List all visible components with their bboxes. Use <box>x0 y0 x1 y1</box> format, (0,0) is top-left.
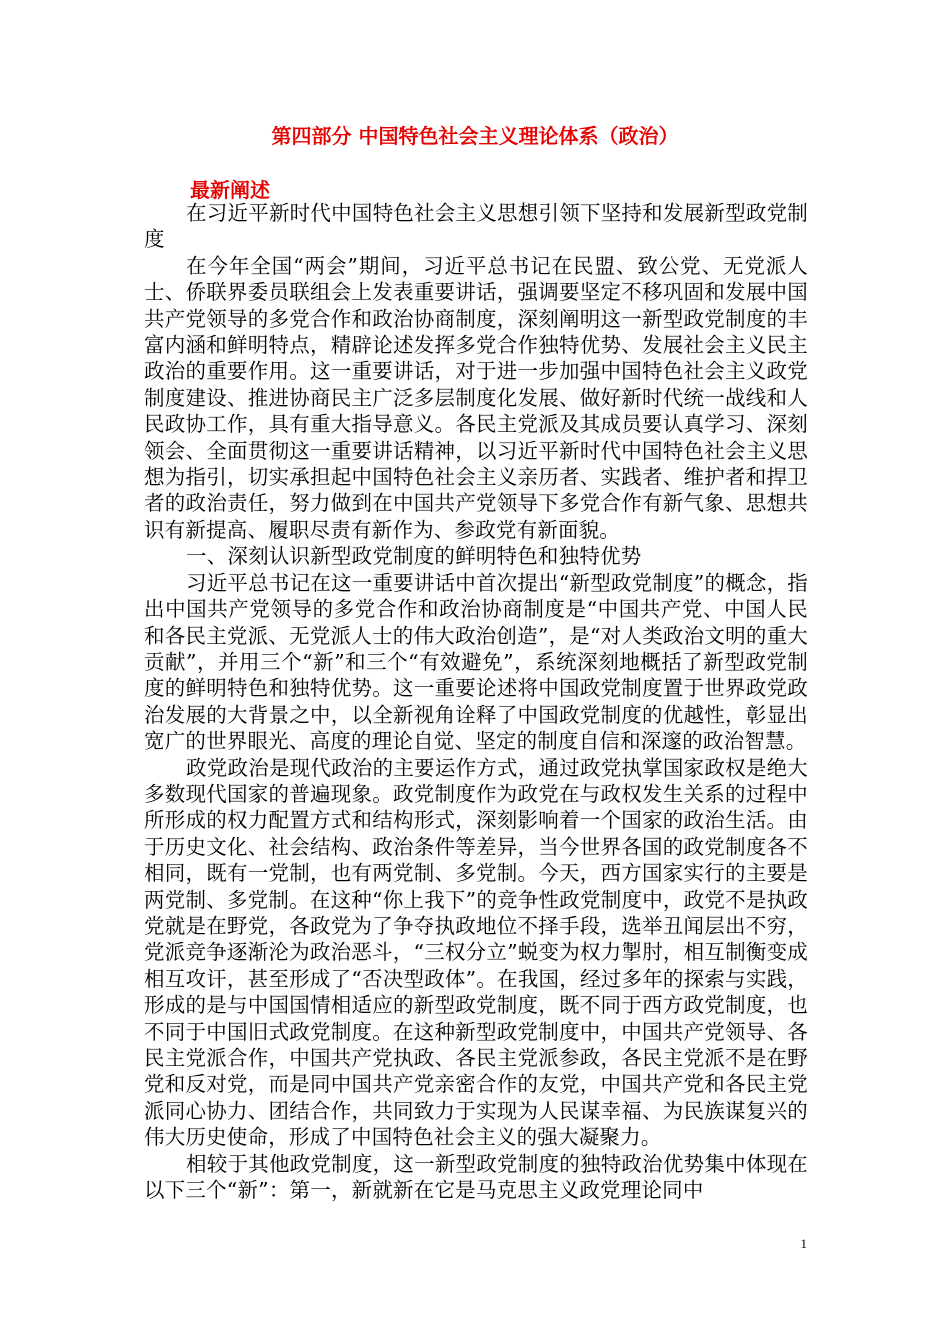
paragraph-three-new: 相较于其他政党制度，这一新型政党制度的独特政治优势集中体现在以下三个“新”：第一，新就新在它是马克思主义政党理论同中 <box>144 1151 808 1203</box>
paragraph-section-one-heading: 一、深刻认识新型政党制度的鲜明特色和独特优势 <box>186 544 642 569</box>
paragraph-subtitle: 在习近平新时代中国特色社会主义思想引领下坚持和发展新型政党制度 <box>144 201 808 252</box>
paragraph-new-party-system: 习近平总书记在这一重要讲话中首次提出“新型政党制度”的概念，指出中国共产党领导的多党合作和政治协商制度是“中国共产党、中国人民和各民主党派、无党派人士的伟大政治创造”，是“对人类政治文明的重大贡献”，并用三个“新”和三个“有效避免”，系统深刻地概括了新型政党制度的鲜明特色和独特优势。这一重要论述将中国政党制度置于世界政党政治发展的大背景之中，以全新视角诠释了中国政党制度的优越性，彰显出宽广的世界眼光、高度的理论自觉、坚定的制度自信和深邃的政治智慧。 <box>144 570 808 754</box>
page-title: 第四部分 中国特色社会主义理论体系（政治） <box>271 124 679 148</box>
page-number: 1 <box>800 1236 807 1251</box>
paragraph-intro: 在今年全国“两会”期间，习近平总书记在民盟、致公党、无党派人士、侨联界委员联组会上发表重要讲话，强调要坚定不移巩固和发展中国共产党领导的多党合作和政治协商制度，深刻阐明这一新型政党制度的丰富内涵和鲜明特点，精辟论述发挥多党合作独特优势、发展社会主义民主政治的重要作用。这一重要讲话，对于进一步加强中国特色社会主义政党制度建设、推进协商民主广泛多层制度化发展、做好新时代统一战线和人民政协工作，具有重大指导意义。各民主党派及其成员要认真学习、深刻领会、全面贯彻这一重要讲话精神，以习近平新时代中国特色社会主义思想为指引，切实承担起中国特色社会主义亲历者、实践者、维护者和捍卫者的政治责任，努力做到在中国共产党领导下多党合作有新气象、思想共识有新提高、履职尽责有新作为、参政党有新面貌。 <box>144 253 808 542</box>
paragraph-party-politics: 政党政治是现代政治的主要运作方式，通过政党执掌国家政权是绝大多数现代国家的普遍现象。政党制度作为政党在与政权发生关系的过程中所形成的权力配置方式和结构形式，深刻影响着一个国家的政治生活。由于历史文化、社会结构、政治条件等差异，当今世界各国的政党制度各不相同，既有一党制，也有两党制、多党制。今天，西方国家实行的主要是两党制、多党制。在这种“你上我下”的竞争性政党制度中，政党不是执政党就是在野党，各政党为了争夺执政地位不择手段，选举丑闻层出不穷，党派竞争逐渐沦为政治恶斗，“三权分立”蜕变为权力掣肘，相互制衡变成相互攻讦，甚至形成了“否决型政体”。在我国，经过多年的探索与实践，形成的是与中国国情相适应的新型政党制度，既不同于西方政党制度，也不同于中国旧式政党制度。在这种新型政党制度中，中国共产党领导、各民主党派合作，中国共产党执政、各民主党派参政，各民主党派不是在野党和反对党，而是同中国共产党亲密合作的友党，中国共产党和各民主党派同心协力、团结合作，共同致力于实现为人民谋幸福、为民族谋复兴的伟大历史使命，形成了中国特色社会主义的强大凝聚力。 <box>144 755 808 1150</box>
document-body <box>144 200 808 1203</box>
section-heading: 最新阐述 <box>190 178 270 202</box>
